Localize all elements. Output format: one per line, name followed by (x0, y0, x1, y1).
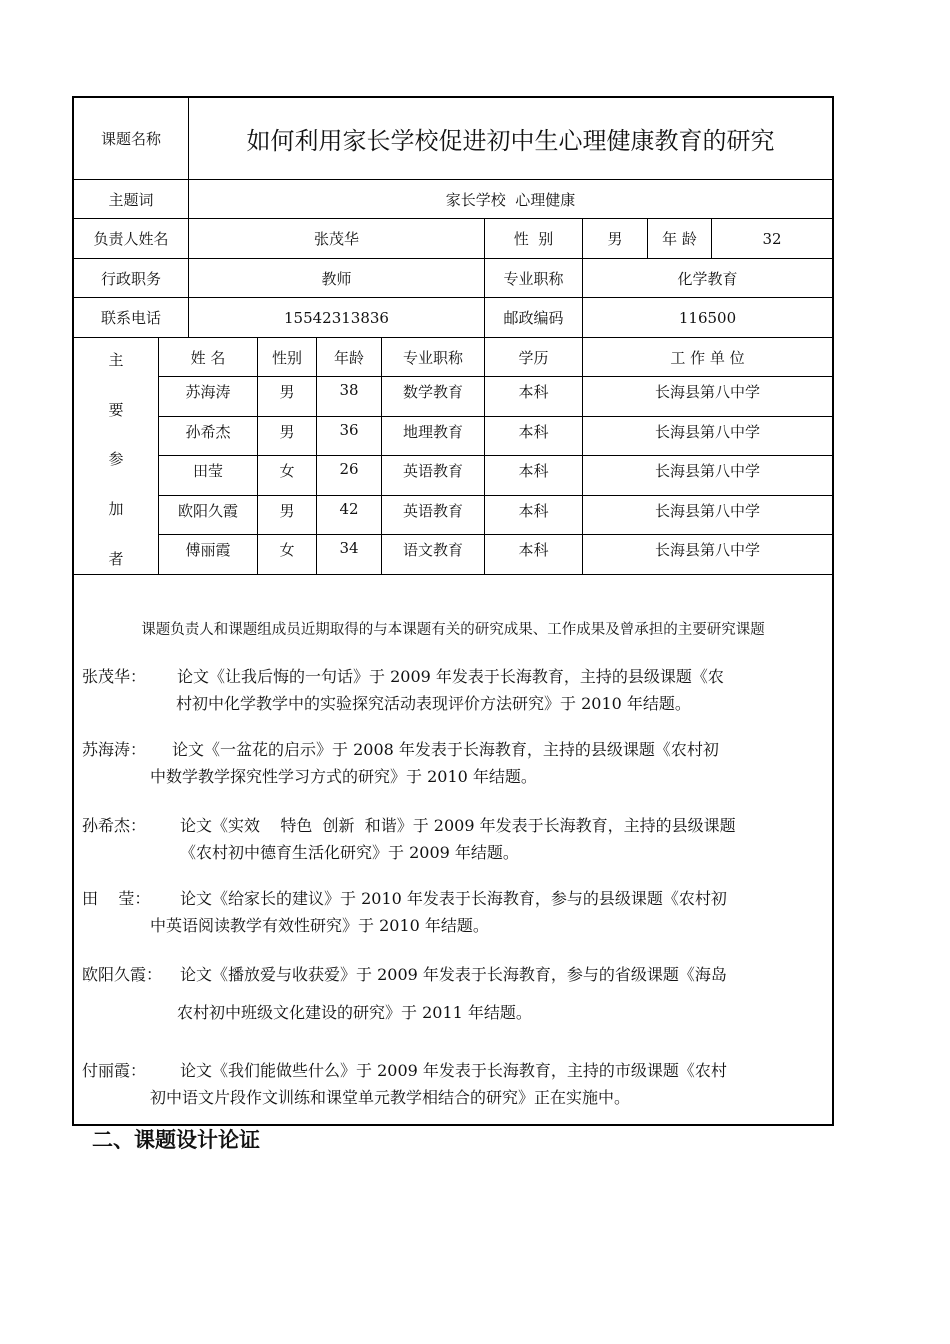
participant-title: 数学教育 (402, 383, 463, 401)
achievement-text-line: 论文《让我后悔的一句话》于 2009 年发表于长海教育，主持的县级课题《农 (177, 667, 724, 686)
participant-title: 英语教育 (402, 462, 463, 480)
participant-title: 地理教育 (402, 422, 463, 441)
section-heading: 二、课题设计论证 (92, 1128, 260, 1152)
member-name: 欧阳久霞： (82, 965, 163, 984)
title-label: 课题名称 (100, 130, 161, 148)
phone-value: 15542313836 (284, 308, 389, 327)
table-column-header: 性别 (271, 348, 302, 367)
keywords-label: 主题词 (108, 190, 154, 209)
achievement-text-line: 《农村初中德育生活化研究》于 2009 年结题。 (180, 843, 519, 862)
achievement-text-line: 论文《给家长的建议》于 2010 年发表于长海教育，参与的县级课题《农村初 (180, 889, 727, 908)
participant-unit: 长海县第八中学 (654, 501, 760, 520)
participant-gender: 男 (279, 383, 295, 401)
table-column-header: 姓 名 (190, 348, 226, 367)
participants-side-label: 主 (108, 351, 124, 369)
participant-degree: 本科 (518, 541, 549, 559)
leader-gender: 男 (607, 230, 623, 248)
achievement-text-line: 论文《我们能做些什么》于 2009 年发表于长海教育，主持的市级课题《农村 (180, 1061, 727, 1080)
participant-name: 苏海涛 (185, 383, 231, 401)
leader-name: 张茂华 (313, 230, 359, 248)
participant-unit: 长海县第八中学 (654, 541, 760, 559)
member-name: 苏海涛： (82, 740, 147, 759)
participant-gender: 男 (279, 501, 295, 520)
participant-degree: 本科 (518, 462, 549, 480)
admin-label: 行政职务 (100, 269, 161, 288)
participants-side-label: 加 (108, 500, 124, 518)
postcode-label: 邮政编码 (503, 309, 564, 327)
table-column-header: 年龄 (333, 348, 364, 367)
achievements-intro: 课题负责人和课题组成员近期取得的与本课题有关的研究成果、工作成果及曾承担的主要研究课题 (141, 622, 765, 638)
table-column-header: 工 作 单 位 (670, 348, 745, 367)
participant-gender: 女 (279, 541, 295, 559)
member-name: 付丽霞： (82, 1061, 147, 1080)
participant-title: 语文教育 (402, 541, 463, 559)
participant-degree: 本科 (518, 383, 549, 401)
admin-value: 教师 (321, 269, 352, 288)
achievement-text-line: 论文《播放爱与收获爱》于 2009 年发表于长海教育，参与的省级课题《海岛 (180, 965, 727, 984)
participant-name: 欧阳久霞 (177, 501, 238, 520)
leader-name-label: 负责人姓名 (93, 230, 169, 248)
participant-unit: 长海县第八中学 (654, 422, 760, 441)
row-divider (74, 574, 832, 575)
member-name: 张茂华： (82, 667, 147, 686)
achievement-text-line: 村初中化学教学中的实验探究活动表现评价方法研究》于 2010 年结题。 (176, 694, 691, 713)
participant-unit: 长海县第八中学 (654, 462, 760, 480)
member-name: 孙希杰： (82, 816, 147, 835)
project-title: 如何利用家长学校促进初中生心理健康教育的研究 (246, 127, 775, 155)
table-column-header: 学历 (518, 348, 549, 367)
postcode-value: 116500 (678, 308, 737, 327)
achievement-text-line: 论文《一盆花的启示》于 2008 年发表于长海教育，主持的县级课题《农村初 (172, 740, 719, 759)
achievement-text-line: 中英语阅读教学有效性研究》于 2010 年结题。 (150, 916, 489, 935)
participant-degree: 本科 (518, 501, 549, 520)
participant-age: 34 (339, 539, 359, 557)
participant-age: 26 (339, 460, 359, 478)
achievement-text-line: 论文《实效 特色 创新 和谐》于 2009 年发表于长海教育，主持的县级课题 (180, 816, 736, 835)
phone-label: 联系电话 (100, 309, 161, 327)
application-form (72, 96, 834, 1126)
member-name: 田 莹： (82, 889, 151, 908)
participant-age: 36 (339, 420, 359, 439)
prof-title-value: 化学教育 (677, 269, 738, 288)
participant-name: 孙希杰 (185, 422, 231, 441)
participant-age: 38 (339, 381, 359, 399)
participants-side-label: 要 (108, 401, 124, 419)
table-column-header: 专业职称 (402, 348, 463, 367)
participants-side-label: 者 (108, 550, 124, 568)
leader-age: 32 (762, 229, 782, 248)
participant-age: 42 (339, 499, 359, 518)
participant-degree: 本科 (518, 422, 549, 441)
participant-title: 英语教育 (402, 501, 463, 520)
gender-label: 性 别 (513, 230, 554, 248)
participant-name: 田莹 (192, 462, 223, 480)
achievement-text-line: 初中语文片段作文训练和课堂单元教学相结合的研究》正在实施中。 (150, 1088, 631, 1107)
achievement-text-line: 农村初中班级文化建设的研究》于 2011 年结题。 (177, 1003, 532, 1022)
participant-name: 傅丽霞 (185, 541, 231, 559)
age-label: 年 龄 (662, 230, 697, 248)
achievement-text-line: 中数学教学探究性学习方式的研究》于 2010 年结题。 (150, 767, 537, 786)
participant-unit: 长海县第八中学 (654, 383, 760, 401)
participant-gender: 女 (279, 462, 295, 480)
participants-side-label: 参 (108, 450, 124, 468)
keywords-value: 家长学校 心理健康 (445, 190, 576, 209)
participant-gender: 男 (279, 422, 295, 441)
prof-title-label: 专业职称 (503, 269, 564, 288)
